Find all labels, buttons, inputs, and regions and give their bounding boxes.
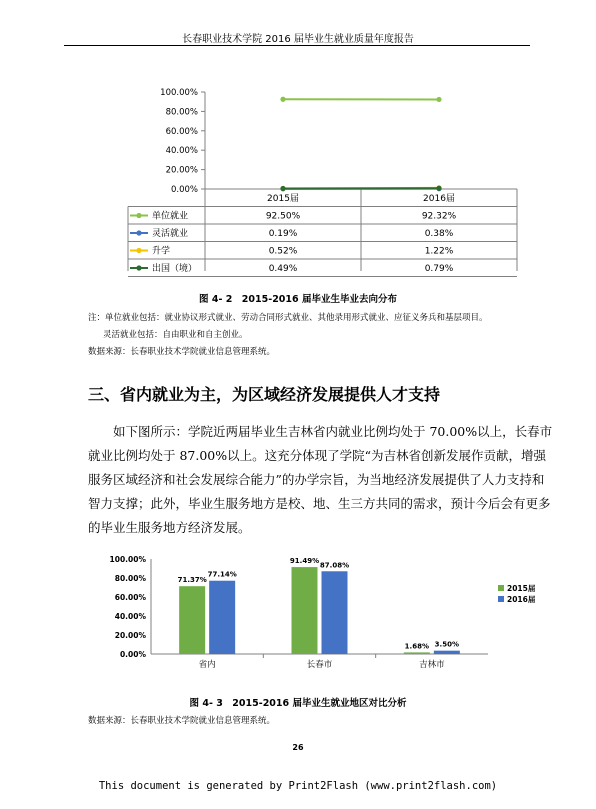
page-header-title: 长春职业技术学院 2016 届毕业生就业质量年度报告 xyxy=(182,34,414,45)
x-category-label: 长春市 xyxy=(306,660,333,670)
data-table-value: 0.49% xyxy=(268,264,298,274)
bar xyxy=(209,581,235,654)
body-line-4: 智力支撑；此外，毕业生服务地方是校、地、生三方共同的需求，预计今后会有更多 xyxy=(88,496,551,511)
data-table-value: 0.52% xyxy=(268,246,298,257)
page-number: 26 xyxy=(292,743,304,752)
y-tick-label: 0.00% xyxy=(119,650,146,659)
legend-marker xyxy=(136,248,141,253)
legend-entry: 灵活就业 xyxy=(152,229,189,239)
y-tick-label: 80.00% xyxy=(165,107,198,118)
data-table-value: 1.22% xyxy=(424,246,454,257)
body-line-5: 的毕业生服务地方经济发展。 xyxy=(88,520,251,535)
y-tick-label: 20.00% xyxy=(114,631,146,640)
x-category-label: 吉林市 xyxy=(419,660,445,670)
bar xyxy=(292,567,318,654)
y-tick-label: 60.00% xyxy=(114,593,146,602)
data-table-value: 92.50% xyxy=(265,211,301,222)
x-category-label: 2015届 xyxy=(267,194,299,204)
series-point xyxy=(436,97,441,102)
bar xyxy=(404,652,430,654)
footer-note: This document is generated by Print2Flash (www.print2flash.com) xyxy=(98,780,498,792)
legend-entry: 单位就业 xyxy=(152,211,189,222)
legend-marker xyxy=(136,265,141,270)
y-tick-label: 40.00% xyxy=(114,612,146,621)
y-tick-label: 20.00% xyxy=(165,165,198,176)
y-tick-label: 0.00% xyxy=(170,185,198,195)
body-line-1: 如下图所示：学院近两届毕业生吉林省内就业比例均处于 70.00%以上，长春市 xyxy=(113,424,553,439)
figure1-source: 数据来源：长春职业技术学院就业信息管理系统。 xyxy=(88,347,276,357)
bar-data-label: 91.49% xyxy=(289,557,320,566)
legend-entry: 升学 xyxy=(152,246,171,257)
bar-data-label: 3.50% xyxy=(434,640,459,649)
series-point xyxy=(280,97,285,102)
y-tick-label: 40.00% xyxy=(165,146,198,157)
figure1-note-2: 灵活就业包括：自由职业和自主创业。 xyxy=(103,330,248,340)
legend-entry: 出国（境） xyxy=(152,264,198,274)
legend-marker xyxy=(136,213,141,218)
bar xyxy=(179,586,205,654)
figure2-source: 数据来源：长春职业技术学院就业信息管理系统。 xyxy=(88,716,276,726)
region-bar-chart xyxy=(0,545,596,675)
x-category-label: 省内 xyxy=(198,660,216,670)
data-table-value: 0.19% xyxy=(268,229,298,239)
data-table-value: 0.79% xyxy=(424,264,454,274)
bar xyxy=(434,651,460,654)
body-line-2: 就业比例均处于 87.00%以上。这充分体现了学院“为吉林省创新发展作贡献，增强 xyxy=(88,448,547,463)
section-heading: 三、省内就业为主，为区域经济发展提供人才支持 xyxy=(88,385,441,404)
bar-data-label: 87.08% xyxy=(319,561,350,570)
data-table-value: 92.32% xyxy=(421,211,457,222)
legend-marker xyxy=(136,230,141,235)
figure1-note-1: 注：单位就业包括：就业协议形式就业、劳动合同形式就业、其他录用形式就业、应征义务兵和基层项目。 xyxy=(88,313,488,323)
figure1-caption: 图 4- 2 2015-2016 届毕业生毕业去向分布 xyxy=(199,294,397,305)
figure2-caption: 图 4- 3 2015-2016 届毕业生就业地区对比分析 xyxy=(189,698,407,709)
legend-entry: 2015届 xyxy=(507,584,536,593)
bar-data-label: 71.37% xyxy=(177,576,207,585)
bar-data-label: 77.14% xyxy=(207,570,237,579)
series-point xyxy=(280,186,285,191)
destination-line-chart xyxy=(0,0,596,290)
y-tick-label: 100.00% xyxy=(160,88,198,98)
y-tick-label: 100.00% xyxy=(109,555,146,564)
legend-entry: 2016届 xyxy=(507,595,536,604)
y-tick-label: 80.00% xyxy=(114,574,146,583)
bar xyxy=(322,571,348,654)
series-point xyxy=(436,186,441,191)
legend-swatch xyxy=(498,596,504,602)
bar-data-label: 1.68% xyxy=(404,642,429,651)
data-table-value: 0.38% xyxy=(424,229,454,239)
y-tick-label: 60.00% xyxy=(165,126,198,137)
x-category-label: 2016届 xyxy=(423,194,455,204)
section-body xyxy=(88,420,553,540)
body-line-3: 服务区域经济和社会发展综合能力”的办学宗旨，为当地经济发展提供了人力支持和 xyxy=(88,472,545,487)
legend-swatch xyxy=(498,585,504,591)
